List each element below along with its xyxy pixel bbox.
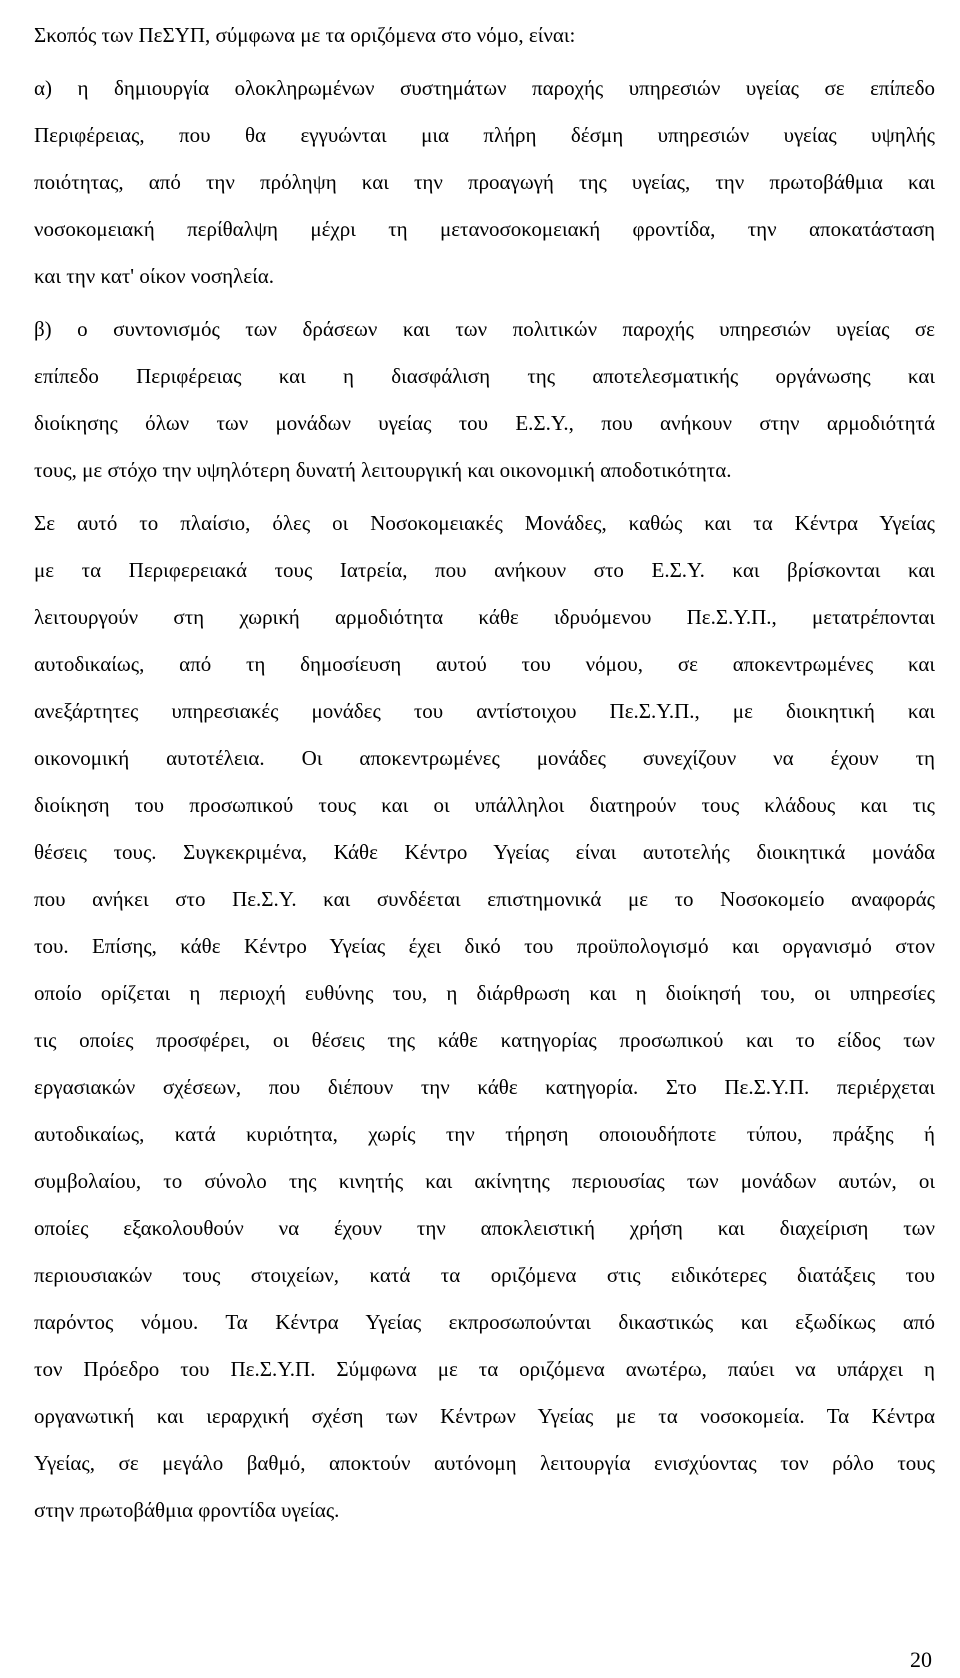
paragraph-c-line: με τα Περιφερειακά τους Ιατρεία, που ανήκουν στο Ε.Σ.Υ. και βρίσκονται και — [34, 558, 935, 582]
paragraph-b-line: επίπεδο Περιφέρειας και η διασφάλιση της αποτελεσματικής οργάνωσης και — [34, 364, 935, 388]
paragraph-c-line: οποίο ορίζεται η περιοχή ευθύνης του, η διάρθρωση και η διοίκησή του, οι υπηρεσίες — [34, 981, 935, 1005]
paragraph-a-line: και την κατ' οίκον νοσηλεία. — [34, 264, 275, 288]
paragraph-c-line: παρόντος νόμου. Τα Κέντρα Υγείας εκπροσωπούνται δικαστικώς και εξωδίκως από — [34, 1310, 935, 1334]
paragraph-c-line: Υγείας, σε μεγάλο βαθμό, αποκτούν αυτόνομη λειτουργία ενισχύοντας τον ρόλο τους — [34, 1451, 935, 1475]
paragraph-c-line: τις οποίες προσφέρει, οι θέσεις της κάθε κατηγορίας προσωπικού και το είδος των — [34, 1028, 935, 1052]
paragraph-c-line: Σε αυτό το πλαίσιο, όλες οι Νοσοκομειακές Μονάδες, καθώς και τα Κέντρα Υγείας — [34, 511, 935, 535]
paragraph-c-line: αυτοδικαίως, κατά κυριότητα, χωρίς την τήρηση οποιουδήποτε τύπου, πράξης ή — [34, 1122, 935, 1146]
paragraph-a-line: ποιότητας, από την πρόληψη και την προαγωγή της υγείας, την πρωτοβάθμια και — [34, 170, 935, 194]
paragraph-b — [34, 306, 935, 494]
intro-text: Σκοπός των ΠεΣΥΠ, σύμφωνα με τα οριζόμενα στο νόμο, είναι: — [34, 23, 576, 47]
paragraph-a-line: Περιφέρειας, που θα εγγυώνται μια πλήρη δέσμη υπηρεσιών υγείας υψηλής — [34, 123, 935, 147]
paragraph-c-line: ανεξάρτητες υπηρεσιακές μονάδες του αντίστοιχου Πε.Σ.Υ.Π., με διοικητική και — [34, 699, 935, 723]
paragraph-c-line: τον Πρόεδρο του Πε.Σ.Υ.Π. Σύμφωνα με τα οριζόμενα ανωτέρω, παύει να υπάρχει η — [34, 1357, 935, 1381]
paragraph-c-line: λειτουργούν στη χωρική αρμοδιότητα κάθε ιδρυόμενου Πε.Σ.Υ.Π., μετατρέπονται — [34, 605, 935, 629]
paragraph-a — [34, 65, 935, 300]
page-number: 20 — [910, 1647, 932, 1672]
paragraph-c-line: που ανήκει στο Πε.Σ.Υ. και συνδέεται επιστημονικά με το Νοσοκομείο αναφοράς — [34, 887, 935, 911]
paragraph-c-line: περιουσιακών τους στοιχείων, κατά τα οριζόμενα στις ειδικότερες διατάξεις του — [34, 1263, 935, 1287]
paragraph-a-line: νοσοκομειακή περίθαλψη μέχρι τη μετανοσοκομειακή φροντίδα, την αποκατάσταση — [34, 217, 935, 241]
paragraph-c-line: συμβολαίου, το σύνολο της κινητής και ακίνητης περιουσίας των μονάδων αυτών, οι — [34, 1169, 935, 1193]
paragraph-c-line: του. Επίσης, κάθε Κέντρο Υγείας έχει δικό του προϋπολογισμό και οργανισμό στον — [34, 934, 935, 958]
paragraph-b-line: τους, με στόχο την υψηλότερη δυνατή λειτουργική και οικονομική αποδοτικότητα. — [34, 458, 732, 482]
paragraph-b-line: διοίκησης όλων των μονάδων υγείας του Ε.Σ.Υ., που ανήκουν στην αρμοδιότητά — [34, 411, 935, 435]
paragraph-c — [34, 500, 935, 1534]
paragraph-c-line: αυτοδικαίως, από τη δημοσίευση αυτού του νόμου, σε αποκεντρωμένες και — [34, 652, 935, 676]
paragraph-c-line: θέσεις τους. Συγκεκριμένα, Κάθε Κέντρο Υγείας είναι αυτοτελής διοικητικά μονάδα — [34, 840, 935, 864]
paragraph-c-line: οποίες εξακολουθούν να έχουν την αποκλειστική χρήση και διαχείριση των — [34, 1216, 935, 1240]
paragraph-b-line: β) ο συντονισμός των δράσεων και των πολιτικών παροχής υπηρεσιών υγείας σε — [34, 317, 935, 341]
paragraph-c-line: διοίκηση του προσωπικού τους και οι υπάλληλοι διατηρούν τους κλάδους και τις — [34, 793, 935, 817]
paragraph-c-line: οικονομική αυτοτέλεια. Οι αποκεντρωμένες μονάδες συνεχίζουν να έχουν τη — [34, 746, 935, 770]
paragraph-a-line: α) η δημιουργία ολοκληρωμένων συστημάτων παροχής υπηρεσιών υγείας σε επίπεδο — [34, 76, 935, 100]
paragraph-c-line: εργασιακών σχέσεων, που διέπουν την κάθε κατηγορία. Στο Πε.Σ.Υ.Π. περιέρχεται — [34, 1075, 935, 1099]
paragraph-c-line: οργανωτική και ιεραρχική σχέση των Κέντρων Υγείας με τα νοσοκομεία. Τα Κέντρα — [34, 1404, 935, 1428]
paragraph-c-line: στην πρωτοβάθμια φροντίδα υγείας. — [34, 1498, 340, 1522]
